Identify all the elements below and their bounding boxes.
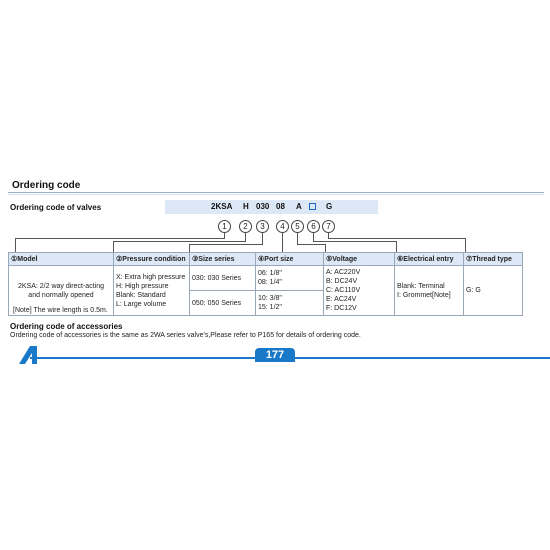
pressure-item: L: Large volume (116, 300, 167, 308)
header-size: ③Size series (190, 253, 256, 266)
section-title: Ordering code (12, 180, 81, 191)
section-divider (8, 192, 544, 193)
code-port: 08 (276, 202, 285, 211)
entry-item: Blank: Terminal (397, 282, 445, 290)
cell-size-030: 030: 030 Series (190, 266, 256, 291)
port-item: 15: 1/2" (258, 304, 282, 311)
voltage-item: B: DC24V (326, 278, 358, 285)
circle-5: 5 (291, 220, 304, 233)
circle-1: 1 (218, 220, 231, 233)
leader-7-horizontal (328, 238, 466, 239)
pressure-item: H: High pressure (116, 282, 169, 290)
voltage-item: C: AC110V (326, 287, 361, 294)
cell-voltage (324, 266, 395, 316)
wire-note: [Note] The wire length is 0.5m. (13, 307, 108, 314)
section-divider-light (8, 194, 544, 195)
page-number: 177 (265, 349, 285, 361)
leader-1-horizontal (15, 238, 225, 239)
leader-2-stub (245, 233, 246, 241)
cell-thread: G: G (464, 266, 523, 316)
table-header-row (9, 253, 523, 266)
header-port: ④Port size (256, 253, 324, 266)
code-pressure: H (243, 202, 249, 211)
code-voltage: A (296, 202, 302, 211)
circle-7: 7 (322, 220, 335, 233)
leader-2-horizontal (113, 241, 246, 242)
code-thread: G (326, 202, 333, 211)
leader-3-horizontal (189, 244, 263, 245)
leader-1-drop (15, 238, 16, 252)
leader-3-stub (262, 233, 263, 244)
code-model: 2KSA (211, 202, 233, 211)
port-item: 10: 3/8" (258, 295, 282, 302)
leader-5-horizontal (297, 244, 325, 245)
header-pressure: ②Pressure condition (114, 253, 190, 266)
voltage-item: E: AC24V (326, 296, 357, 303)
leader-3-drop (189, 244, 190, 252)
brand-logo-icon (17, 345, 39, 365)
code-size: 030 (256, 202, 270, 211)
leader-6-drop (396, 241, 397, 252)
code-entry-box (309, 203, 316, 210)
voltage-item: A: AC220V (326, 269, 361, 276)
circle-6: 6 (307, 220, 320, 233)
leader-5-stub (297, 233, 298, 244)
header-model: ①Model (9, 253, 114, 266)
port-item: 06: 1/8" (258, 270, 282, 277)
header-entry: ⑥Electrical entry (395, 253, 464, 266)
leader-6-stub (313, 233, 314, 241)
pressure-item: Blank: Standard (116, 291, 166, 299)
leader-6-horizontal (313, 241, 397, 242)
circle-4: 4 (276, 220, 289, 233)
leader-7-drop (465, 238, 466, 252)
header-thread: ⑦Thread type (464, 253, 523, 266)
valves-ordering-label: Ordering code of valves (10, 203, 102, 212)
port-item: 08: 1/4" (258, 279, 282, 286)
cell-port-050 (256, 291, 324, 316)
accessories-title: Ordering code of accessories (10, 322, 123, 331)
circle-3: 3 (256, 220, 269, 233)
cell-entry (395, 266, 464, 316)
header-voltage: ⑤Voltage (324, 253, 395, 266)
leader-2-drop (113, 241, 114, 252)
leader-5-drop (325, 244, 326, 252)
voltage-item: F: DC12V (326, 305, 357, 312)
cell-port-030 (256, 266, 324, 291)
circle-2: 2 (239, 220, 252, 233)
cell-size-050: 050: 050 Series (190, 291, 256, 316)
model-line: and normally opened (28, 291, 94, 299)
entry-item: I: Grommet[Note] (397, 291, 451, 299)
leader-4-drop (282, 233, 283, 252)
cell-pressure (114, 266, 190, 316)
table-row (9, 266, 523, 291)
accessories-text: Ordering code of accessories is the same as 2WA series valve's,Please refer to P165 for details of ordering code. (10, 332, 361, 339)
pressure-item: X: Extra high pressure (116, 273, 186, 281)
ordering-code-bar (165, 200, 378, 214)
model-line: 2KSA: 2/2 way direct-acting (18, 282, 104, 290)
